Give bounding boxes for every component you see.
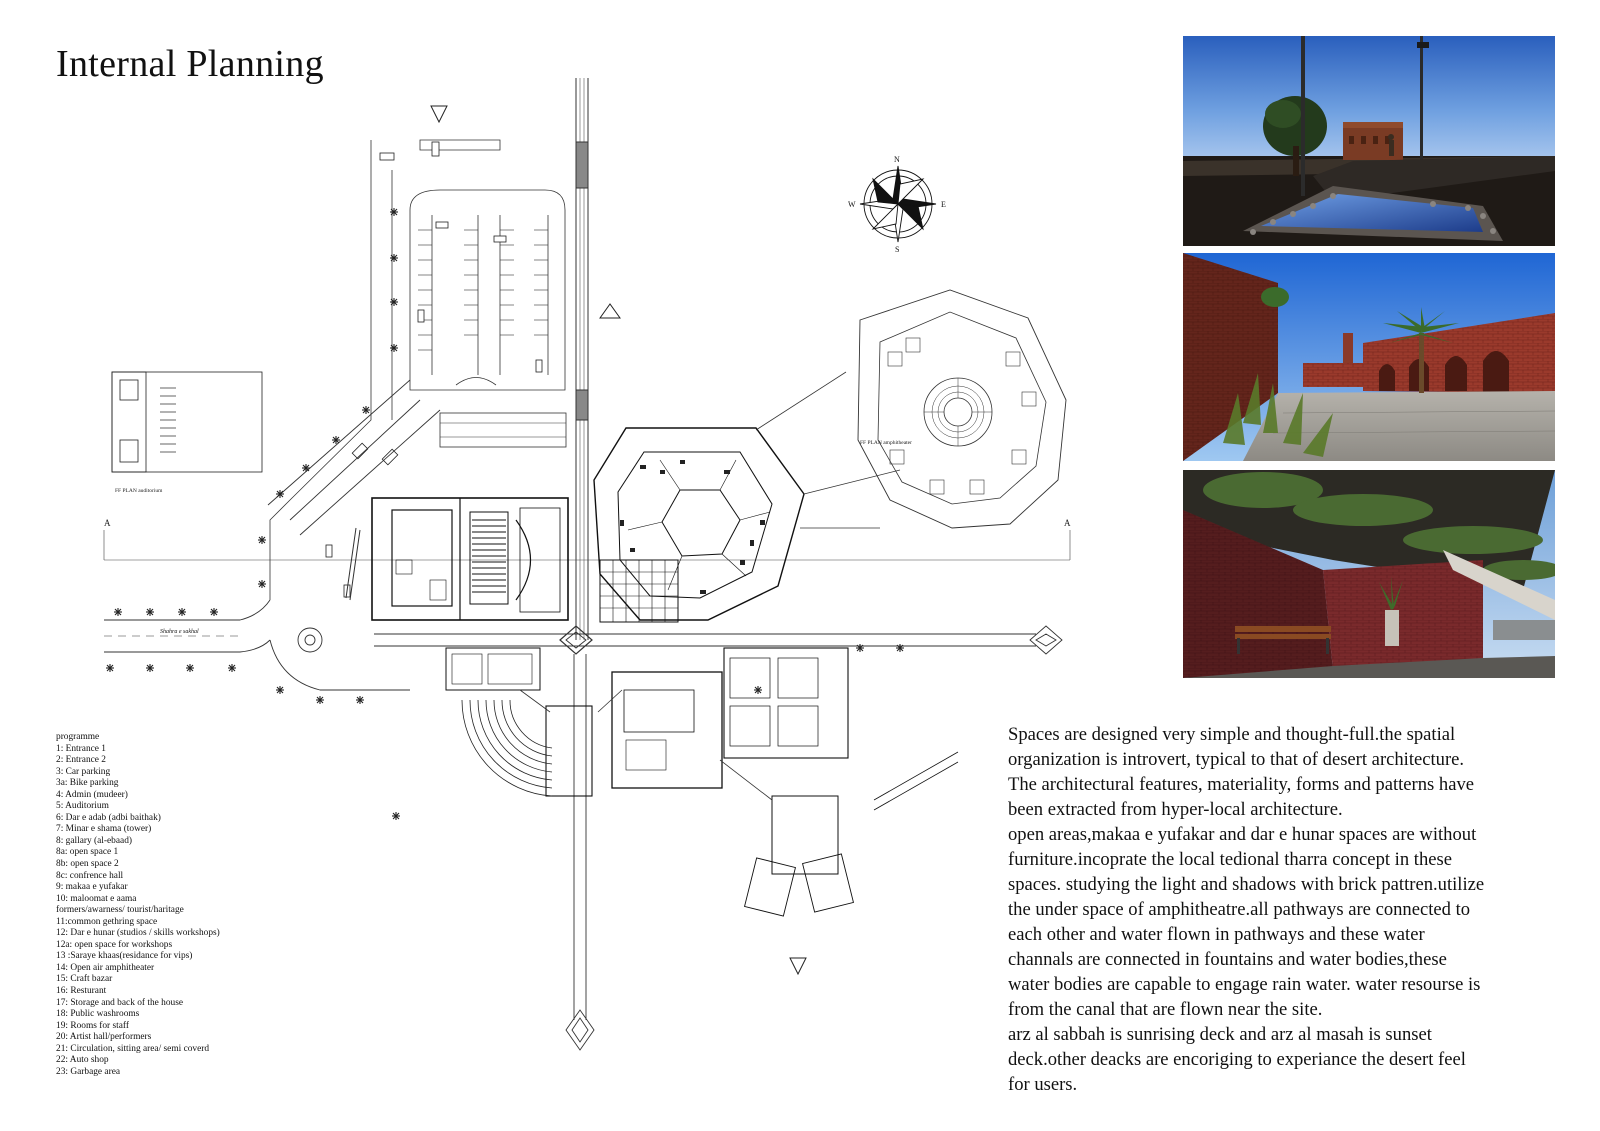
description-line: channals are connected in fountains and water bodies,these bbox=[1008, 949, 1447, 970]
page-title: Internal Planning bbox=[56, 43, 324, 85]
ff-plan-amphitheater-label: FF PLAN amphitheater bbox=[860, 440, 912, 446]
section-marker-left: A bbox=[104, 518, 111, 528]
compass-east-label: E bbox=[941, 200, 946, 209]
list-item: 3: Car parking bbox=[56, 766, 111, 777]
description-line: the under space of amphitheatre.all pathways are connected to bbox=[1008, 899, 1471, 920]
render-brick-wall-bench bbox=[1183, 470, 1555, 678]
list-item: 21: Circulation, sitting area/ semi coverd bbox=[56, 1043, 210, 1054]
render-brick-arcade-courtyard bbox=[1183, 253, 1555, 461]
description-line: from the canal that are flown near the site. bbox=[1008, 999, 1323, 1020]
list-item: 10: maloomat e aama bbox=[56, 893, 137, 904]
list-item: 8a: open space 1 bbox=[56, 847, 119, 858]
south-axis bbox=[566, 654, 594, 1050]
list-item: 12a: open space for workshops bbox=[56, 939, 173, 950]
list-item: 12: Dar e hunar (studios / skills workshops) bbox=[56, 928, 220, 939]
parked-cars bbox=[326, 142, 542, 597]
list-item: 8b: open space 2 bbox=[56, 859, 119, 870]
road-name-label: Shahra e sakhal bbox=[160, 629, 199, 635]
list-item: 14: Open air amphitheater bbox=[56, 962, 155, 973]
north-arrow-bottom bbox=[790, 958, 806, 974]
tree-markers bbox=[106, 208, 904, 820]
compass-north-label: N bbox=[894, 155, 900, 164]
description-line: arz al sabbah is sunrising deck and arz al masah is sunset bbox=[1008, 1024, 1432, 1045]
list-item: 1: Entrance 1 bbox=[56, 743, 106, 754]
design-description bbox=[1008, 722, 1568, 1097]
compass-south-label: S bbox=[895, 245, 900, 254]
south-buildings bbox=[446, 648, 958, 916]
description-line: The architectural features, materiality, forms and patterns have bbox=[1008, 774, 1475, 795]
list-item: 9: makaa e yufakar bbox=[56, 882, 128, 893]
description-line: deck.other deacks are encoriging to experiance the desert feel bbox=[1008, 1049, 1466, 1070]
list-item: 8: gallary (al-ebaad) bbox=[56, 835, 132, 846]
section-line bbox=[104, 530, 1070, 560]
description-line: open areas,makaa e yufakar and dar e hunar spaces are without bbox=[1008, 824, 1477, 845]
list-item: 19: Rooms for staff bbox=[56, 1020, 129, 1031]
ff-plan-amphitheater-drawing bbox=[858, 290, 1066, 528]
radial-paths bbox=[756, 372, 900, 528]
ff-plan-auditorium-label: FF PLAN auditorium bbox=[115, 488, 163, 494]
site-plan-drawing bbox=[95, 70, 1085, 1060]
programme-heading: programme bbox=[56, 732, 100, 742]
list-item: 4: Admin (mudeer) bbox=[56, 789, 128, 800]
amphitheater-complex bbox=[594, 428, 804, 622]
description-line: furniture.incoprate the local tedional tharra concept in these bbox=[1008, 849, 1452, 870]
description-line: each other and water flown in pathways and these water bbox=[1008, 924, 1425, 945]
list-item: 18: Public washrooms bbox=[56, 1009, 140, 1020]
compass-west-label: W bbox=[848, 200, 856, 209]
ff-plan-auditorium-drawing bbox=[112, 372, 262, 472]
list-item: 6: Dar e adab (adbi baithak) bbox=[56, 812, 161, 823]
list-item: 23: Garbage area bbox=[56, 1066, 121, 1077]
entry-roads bbox=[104, 380, 440, 690]
auditorium-building bbox=[372, 498, 568, 620]
parking-area bbox=[270, 140, 566, 600]
list-item: 16: Resturant bbox=[56, 986, 107, 997]
list-item: 13 :Saraye khaas(residance for vips) bbox=[56, 951, 193, 962]
description-line: organization is introvert, typical to that of desert architecture. bbox=[1008, 749, 1465, 770]
list-item: formers/awarness/ tourist/haritage bbox=[56, 905, 184, 916]
horizontal-promenade bbox=[374, 626, 1062, 654]
list-item: 8c: confrence hall bbox=[56, 870, 124, 881]
description-line: for users. bbox=[1008, 1074, 1078, 1095]
description-line: water bodies are capable to engage rain water. water resourse is bbox=[1008, 974, 1481, 995]
description-line: spaces. studying the light and shadows with brick pattren.utilize bbox=[1008, 874, 1485, 895]
list-item: 11:common gethring space bbox=[56, 916, 158, 927]
list-item: 22: Auto shop bbox=[56, 1055, 109, 1066]
list-item: 5: Auditorium bbox=[56, 801, 109, 812]
render-fountain-plaza bbox=[1183, 36, 1555, 246]
section-marker-right: A bbox=[1064, 518, 1071, 528]
list-item: 15: Craft bazar bbox=[56, 974, 113, 985]
open-air-amphitheater bbox=[462, 700, 552, 796]
programme-legend bbox=[56, 732, 220, 1078]
list-item: 20: Artist hall/performers bbox=[56, 1032, 152, 1043]
list-item: 3a: Bike parking bbox=[56, 778, 119, 789]
vertical-road bbox=[576, 78, 588, 640]
list-item: 7: Minar e shama (tower) bbox=[56, 824, 152, 835]
description-line: been extracted from hyper-local architecture. bbox=[1008, 799, 1343, 820]
compass-rose bbox=[860, 166, 936, 242]
description-line: Spaces are designed very simple and thought-full.the spatial bbox=[1008, 724, 1456, 745]
north-arrow-right bbox=[600, 304, 620, 318]
north-arrow-top bbox=[431, 106, 447, 122]
list-item: 17: Storage and back of the house bbox=[56, 997, 184, 1008]
list-item: 2: Entrance 2 bbox=[56, 755, 106, 766]
